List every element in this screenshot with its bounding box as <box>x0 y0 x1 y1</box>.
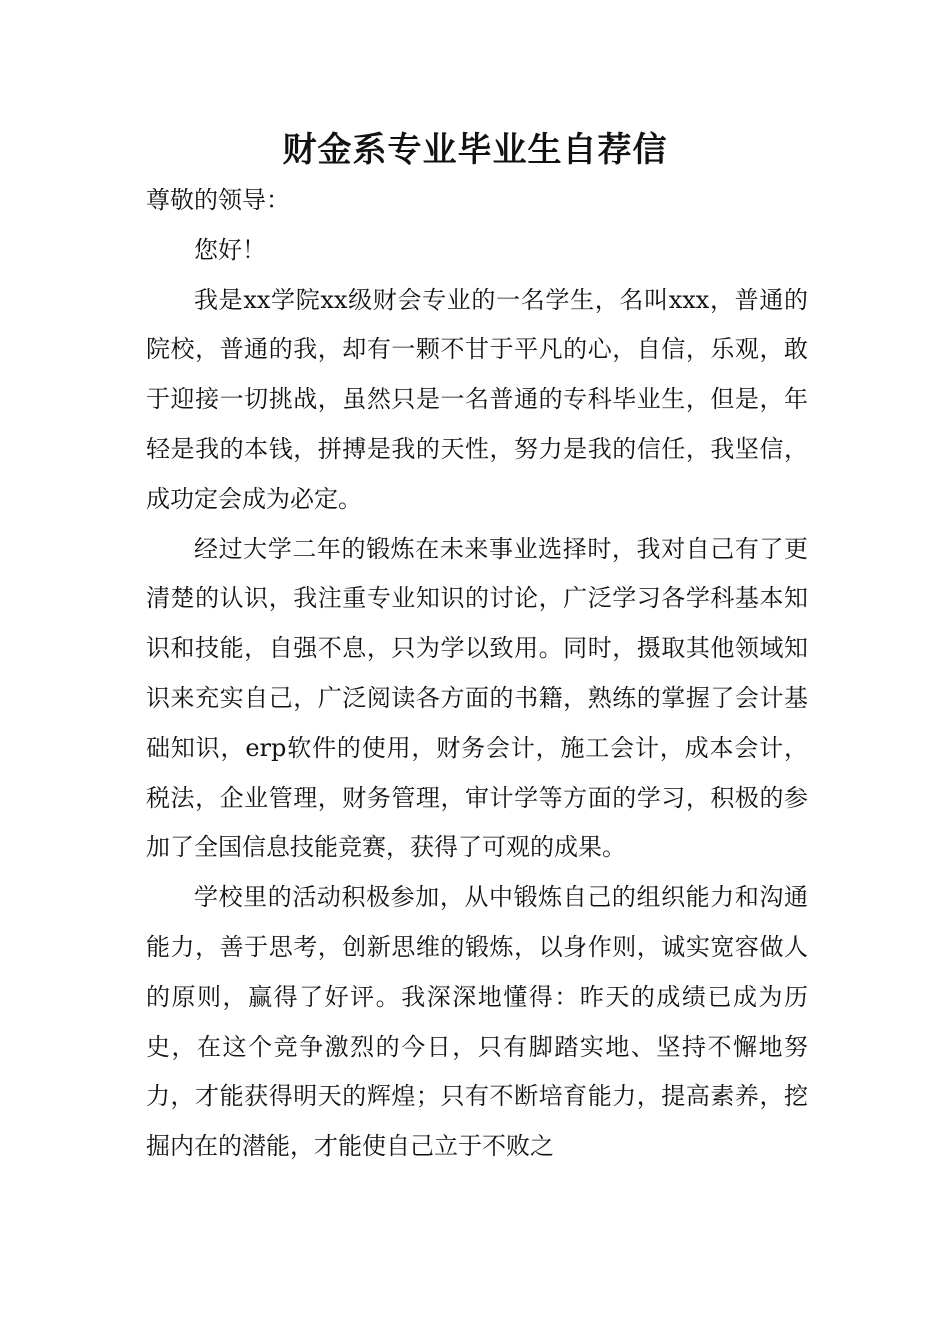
document-title: 财金系专业毕业生自荐信 <box>282 130 668 170</box>
paragraph-greeting: 您好！ <box>194 235 266 264</box>
paragraph-introduction: 我是xx学院xx级财会专业的一名学生，名叫xxx，普通的院校，普通的我，却有一颗不甘于平凡的心，自信，乐观，敢于迎接一切挑战，虽然只是一名普通的专科毕业生，但是，年轻是我的本钱，拼搏是我的天性，努力是我的信任，我坚信，成功定会成为必定。 <box>146 285 808 513</box>
paragraph-activities: 学校里的活动积极参加，从中锻炼自己的组织能力和沟通能力，善于思考，创新思维的锻炼，以身作则，诚实宽容做人的原则，赢得了好评。我深深地懂得：昨天的成绩已成为历史，在这个竞争激烈的今日，只有脚踏实地、坚持不懈地努力，才能获得明天的辉煌；只有不断培育能力，提高素养，挖掘内在的潜能，才能使自己立于不败之 <box>146 883 808 1161</box>
paragraph-study: 经过大学二年的锻炼在未来事业选择时，我对自己有了更清楚的认识，我注重专业知识的讨论，广泛学习各学科基本知识和技能，自强不息，只为学以致用。同时，摄取其他领域知识来充实自己，广泛阅读各方面的书籍，熟练的掌握了会计基础知识，erp软件的使用，财务会计，施工会计，成本会计，税法，企业管理，财务管理，审计学等方面的学习，积极的参加了全国信息技能竞赛，获得了可观的成果。 <box>146 534 808 862</box>
letter-body <box>146 176 808 1172</box>
salutation: 尊敬的领导： <box>146 186 290 214</box>
